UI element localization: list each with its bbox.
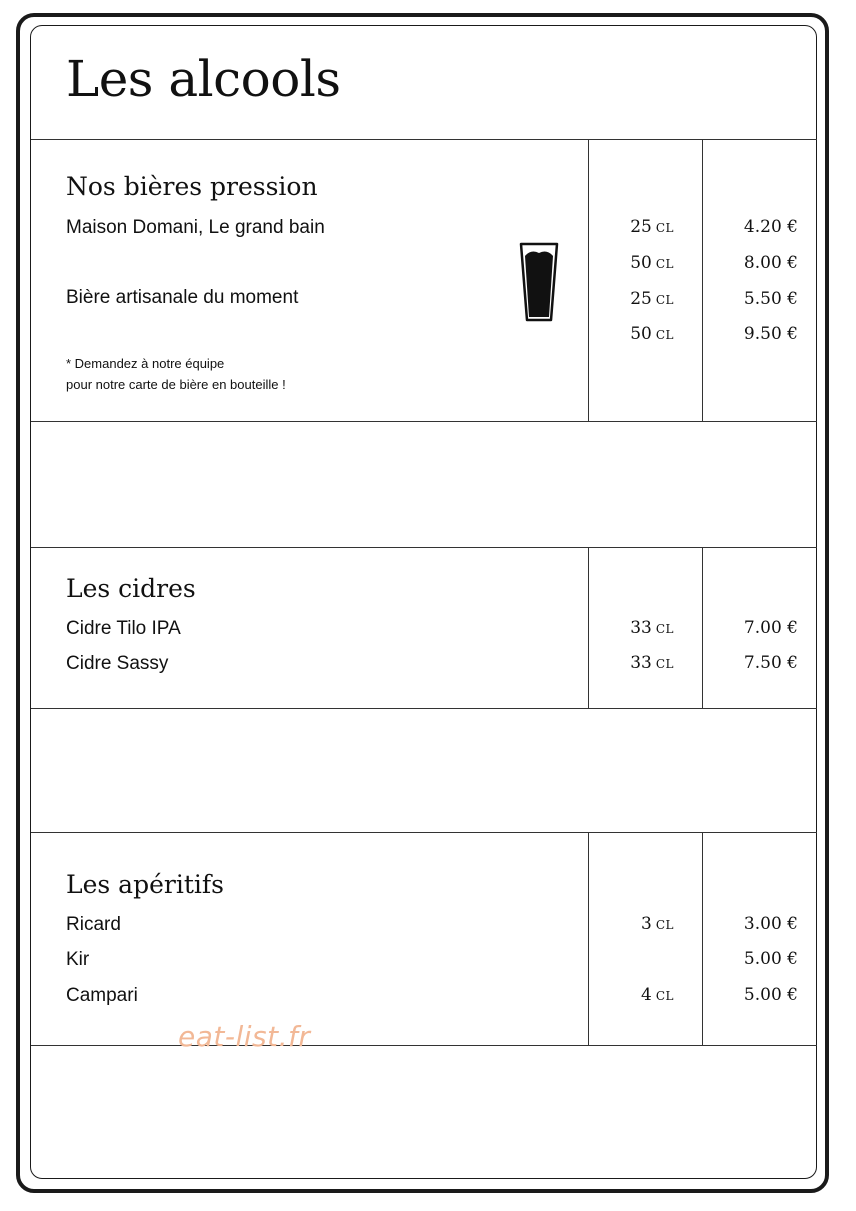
volume-cell — [590, 914, 674, 934]
section-title-bieres: Nos bières pression — [66, 172, 318, 201]
price-value: 8.00 € — [743, 253, 798, 273]
volume-cell — [590, 618, 674, 638]
column-divider — [588, 832, 589, 1045]
volume-cell — [590, 985, 674, 1005]
volume-unit: CL — [655, 989, 674, 1003]
beer-note-line: * Demandez à notre équipe — [66, 356, 225, 371]
menu-item-name: Cidre Tilo IPA — [66, 618, 181, 639]
volume-value: 50 — [630, 324, 652, 344]
volume-value: 4 — [641, 985, 652, 1005]
divider — [31, 421, 817, 422]
volume-unit: CL — [655, 257, 674, 271]
price-value: 4.20 € — [743, 217, 798, 237]
column-divider — [702, 832, 703, 1045]
volume-value: 33 — [630, 653, 652, 673]
volume-value: 3 — [641, 914, 652, 934]
volume-unit: CL — [655, 221, 674, 235]
beer-glass-icon — [518, 240, 560, 324]
menu-item-name: Ricard — [66, 914, 121, 935]
watermark: eat-list.fr — [178, 1020, 311, 1053]
price-value: 7.50 € — [743, 653, 798, 673]
price-value: 5.00 € — [743, 949, 798, 969]
volume-value: 33 — [630, 618, 652, 638]
volume-cell — [590, 653, 674, 673]
divider — [31, 139, 817, 140]
beer-note — [66, 353, 286, 395]
divider — [31, 547, 817, 548]
column-divider — [588, 547, 589, 708]
volume-cell — [590, 289, 674, 309]
column-divider — [702, 547, 703, 708]
price-value: 5.00 € — [743, 985, 798, 1005]
page-title: Les alcools — [66, 50, 341, 108]
volume-unit: CL — [655, 328, 674, 342]
menu-item-name: Bière artisanale du moment — [66, 287, 299, 308]
beer-note-line: pour notre carte de bière en bouteille ! — [66, 377, 286, 392]
volume-cell — [590, 253, 674, 273]
menu-item-name: Kir — [66, 949, 90, 970]
volume-cell — [590, 217, 674, 237]
section-title-cidres: Les cidres — [66, 574, 196, 603]
volume-cell — [590, 324, 674, 344]
menu-item-name: Cidre Sassy — [66, 653, 169, 674]
price-value: 3.00 € — [743, 914, 798, 934]
price-value: 9.50 € — [743, 324, 798, 344]
volume-value: 50 — [630, 253, 652, 273]
volume-value: 25 — [630, 289, 652, 309]
volume-unit: CL — [655, 293, 674, 307]
volume-unit: CL — [655, 657, 674, 671]
menu-item-name: Campari — [66, 985, 138, 1006]
volume-value: 25 — [630, 217, 652, 237]
column-divider — [588, 139, 589, 421]
menu-item-name: Maison Domani, Le grand bain — [66, 217, 325, 238]
price-value: 7.00 € — [743, 618, 798, 638]
price-value: 5.50 € — [743, 289, 798, 309]
column-divider — [702, 139, 703, 421]
volume-unit: CL — [655, 918, 674, 932]
volume-unit: CL — [655, 622, 674, 636]
divider — [31, 708, 817, 709]
divider — [31, 832, 817, 833]
divider — [31, 1045, 817, 1046]
section-title-aperitifs: Les apéritifs — [66, 870, 224, 899]
